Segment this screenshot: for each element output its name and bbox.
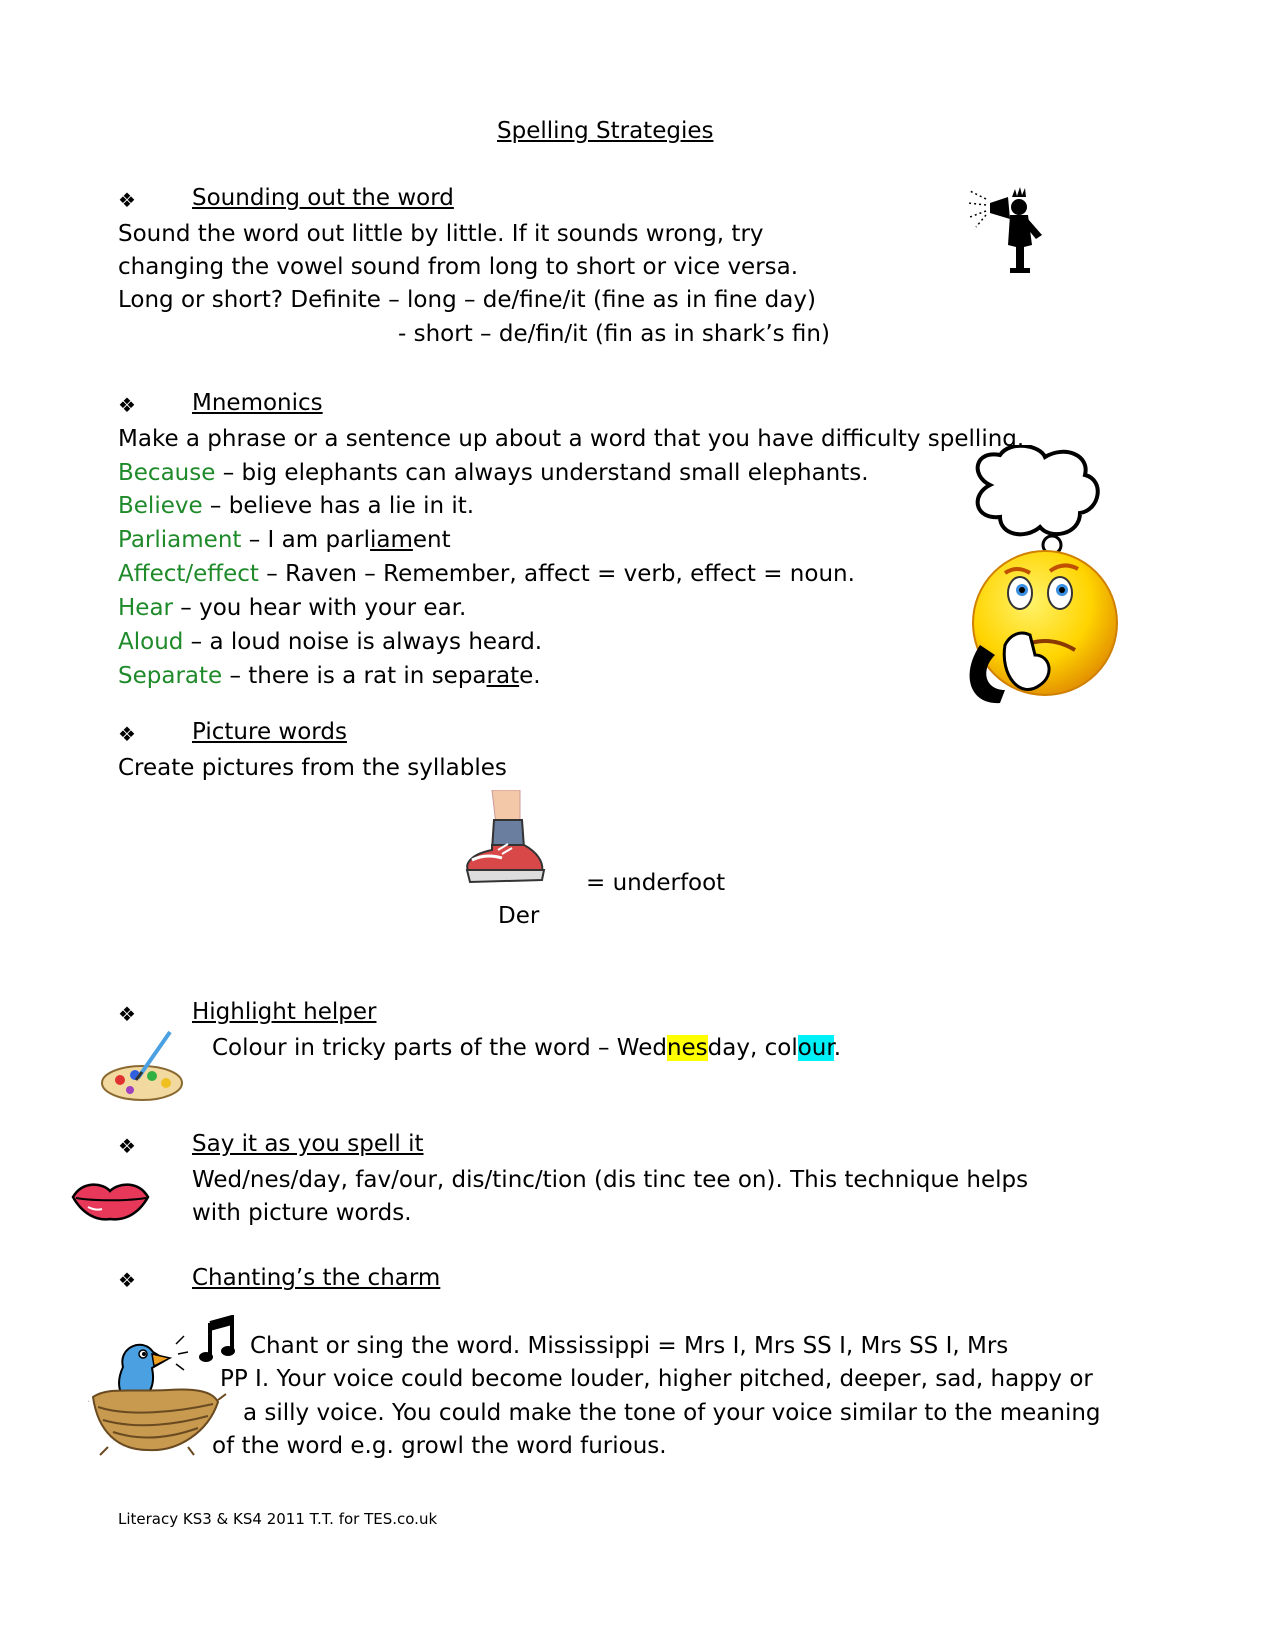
bullet-icon: ❖ bbox=[118, 1134, 136, 1158]
chant-line: a silly voice. You could make the tone of your voice similar to the meaning bbox=[243, 1400, 1101, 1426]
sounding-line: Long or short? Definite – long – de/fine/it (fine as in fine day) bbox=[118, 287, 816, 313]
bullet-icon: ❖ bbox=[118, 188, 136, 212]
mnemonic-item: Affect/effect – Raven – Remember, affect = verb, effect = noun. bbox=[118, 561, 855, 587]
chant-line: Chant or sing the word. Mississippi = Mrs I, Mrs SS I, Mrs SS I, Mrs bbox=[250, 1333, 1009, 1359]
mnemonic-item: Because – big elephants can always understand small elephants. bbox=[118, 460, 869, 486]
mnemonic-item: Hear – you hear with your ear. bbox=[118, 595, 467, 621]
bullet-icon: ❖ bbox=[118, 1002, 136, 1026]
mnemonic-item: Parliament – I am parliament bbox=[118, 527, 451, 553]
heading-sounding: Sounding out the word bbox=[192, 185, 454, 211]
heading-picture-words: Picture words bbox=[192, 719, 347, 745]
shoe-clipart bbox=[462, 790, 552, 890]
sounding-line: - short – de/fin/it (fin as in shark’s fin) bbox=[398, 321, 830, 347]
page-title: Spelling Strategies bbox=[497, 118, 714, 144]
footer-text: Literacy KS3 & KS4 2011 T.T. for TES.co.uk bbox=[118, 1510, 438, 1528]
bullet-icon: ❖ bbox=[118, 393, 136, 417]
picture-caption: Der bbox=[498, 903, 540, 929]
heading-highlight-helper: Highlight helper bbox=[192, 999, 377, 1025]
picture-intro: Create pictures from the syllables bbox=[118, 755, 507, 781]
sounding-line: changing the vowel sound from long to short or vice versa. bbox=[118, 254, 799, 280]
bullet-icon: ❖ bbox=[118, 1268, 136, 1292]
bullet-icon: ❖ bbox=[118, 722, 136, 746]
say-line: with picture words. bbox=[192, 1200, 412, 1226]
say-line: Wed/nes/day, fav/our, dis/tinc/tion (dis tinc tee on). This technique helps bbox=[192, 1167, 1029, 1193]
lips-clipart bbox=[68, 1175, 153, 1225]
chant-line: of the word e.g. growl the word furious. bbox=[212, 1433, 667, 1459]
mnemonic-item: Aloud – a loud noise is always heard. bbox=[118, 629, 543, 655]
music-note-icon bbox=[198, 1315, 238, 1365]
mnemonics-intro: Make a phrase or a sentence up about a word that you have difficulty spelling. bbox=[118, 426, 1025, 452]
sounding-line: Sound the word out little by little. If it sounds wrong, try bbox=[118, 221, 764, 247]
picture-equals: = underfoot bbox=[586, 870, 726, 896]
thinking-smiley-clipart bbox=[960, 445, 1140, 720]
highlight-line: Colour in tricky parts of the word – Wednesday, colour. bbox=[212, 1035, 842, 1061]
heading-chanting: Chanting’s the charm bbox=[192, 1265, 441, 1291]
mnemonic-item: Believe – believe has a lie in it. bbox=[118, 493, 475, 519]
heading-mnemonics: Mnemonics bbox=[192, 390, 323, 416]
mnemonic-item: Separate – there is a rat in separate. bbox=[118, 663, 541, 689]
heading-say-it: Say it as you spell it bbox=[192, 1131, 424, 1157]
chant-line: PP I. Your voice could become louder, higher pitched, deeper, sad, happy or bbox=[220, 1366, 1093, 1392]
megaphone-figure-clipart bbox=[950, 185, 1060, 280]
paint-palette-clipart bbox=[100, 1028, 185, 1103]
